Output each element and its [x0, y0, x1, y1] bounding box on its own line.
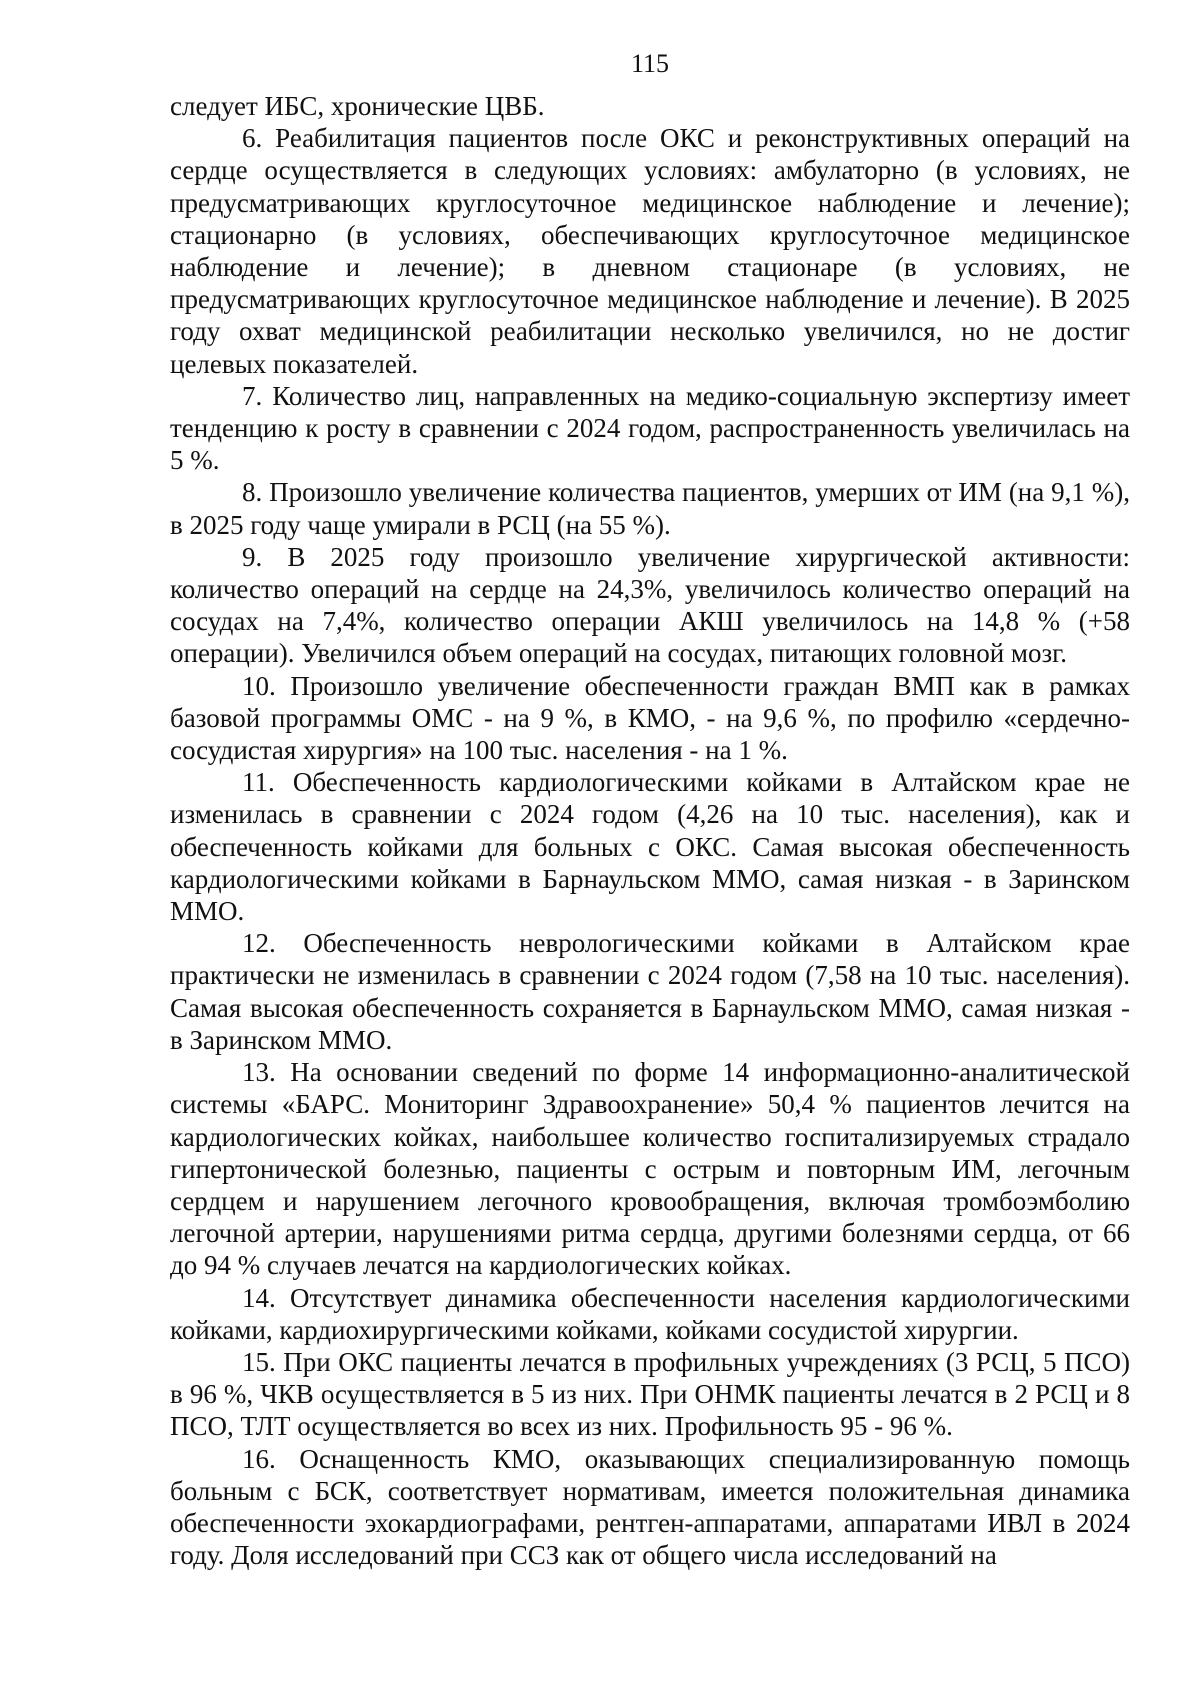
paragraph-item-8: 8. Произошло увеличение количества пациентов, умерших от ИМ (на 9,1 %), в 2025 году чаще умирали в РСЦ (на 55 %).	[170, 477, 1130, 540]
paragraph-item-7: 7. Количество лиц, направленных на медико-социальную экспертизу имеет тенденцию к росту в сравнении с 2024 годом, распространенность увеличилась на 5 %.	[170, 380, 1130, 476]
paragraph-item-10: 10. Произошло увеличение обеспеченности граждан ВМП как в рамках базовой программы ОМС - на 9 %, в КМО, - на 9,6 %, по профилю «сердечно-сосудистая хирургия» на 100 тыс. населения - на 1 %.	[170, 670, 1130, 766]
paragraph-item-9: 9. В 2025 году произошло увеличение хирургической активности: количество операций на сердце на 24,3%, увеличилось количество операций на сосудах на 7,4%, количество операции АКШ увеличилось на 14,8 % (+58 операции). Увеличился объем операций на сосудах, питающих головной мозг.	[170, 541, 1130, 669]
page-number: 115	[630, 49, 670, 78]
document-page	[170, 48, 1130, 1571]
paragraph-item-12: 12. Обеспеченность неврологическими койками в Алтайском крае практически не изменилась в сравнении с 2024 годом (7,58 на 10 тыс. населения). Самая высокая обеспеченность сохраняется в Барнаульском ММО, самая низкая - в Заринском ММО.	[170, 928, 1130, 1055]
paragraph-item-6: 6. Реабилитация пациентов после ОКС и реконструктивных операций на сердце осуществляется в следующих условиях: амбулаторно (в условиях, не предусматривающих круглосуточное медицинское наблюдение и лечение); стационарно (в условиях, обеспечивающих круглосуточное медицинское наблюдение и лечение); в дневном стационаре (в условиях, не предусматривающих круглосуточное медицинское наблюдение и лечение). В 2025 году охват медицинской реабилитации несколько увеличился, но не достиг целевых показателей.	[170, 123, 1130, 379]
paragraph-item-16: 16. Оснащенность КМО, оказывающих специализированную помощь больным с БСК, соответствует нормативам, имеется положительная динамика обеспеченности эхокардиографами, рентген-аппаратами, аппаратами ИВЛ в 2024 году. Доля исследований при ССЗ как от общего числа исследований на	[170, 1443, 1130, 1571]
paragraph-item-11: 11. Обеспеченность кардиологическими койками в Алтайском крае не изменилась в сравнении с 2024 годом (4,26 на 10 тыс. населения), как и обеспеченность койками для больных с ОКС. Самая высокая обеспеченность кардиологическими койками в Барнаульском ММО, самая низкая - в Заринском ММО.	[170, 767, 1130, 927]
paragraph-item-15: 15. При ОКС пациенты лечатся в профильных учреждениях (3 РСЦ, 5 ПСО) в 96 %, ЧКВ осуществляется в 5 из них. При ОНМК пациенты лечатся в 2 РСЦ и 8 ПСО, ТЛТ осуществляется во всех из них. Профильность 95 - 96 %.	[170, 1346, 1130, 1442]
paragraph-continuation: следует ИБС, хронические ЦВБ.	[170, 91, 545, 121]
paragraph-item-13: 13. На основании сведений по форме 14 информационно-аналитической системы «БАРС. Мониторинг Здравоохранение» 50,4 % пациентов лечится на кардиологических койках, наибольшее количество госпитализируемых страдало гипертонической болезнью, пациенты с острым и повторным ИМ, легочным сердцем и нарушением легочного кровообращения, включая тромбоэмболию легочной артерии, нарушениями ритма сердца, другими болезнями сердца, от 66 до 94 % случаев лечатся на кардиологических койках.	[170, 1057, 1130, 1281]
paragraph-item-14: 14. Отсутствует динамика обеспеченности населения кардиологическими койками, кардиохирургическими койками, койками сосудистой хирургии.	[170, 1282, 1130, 1345]
